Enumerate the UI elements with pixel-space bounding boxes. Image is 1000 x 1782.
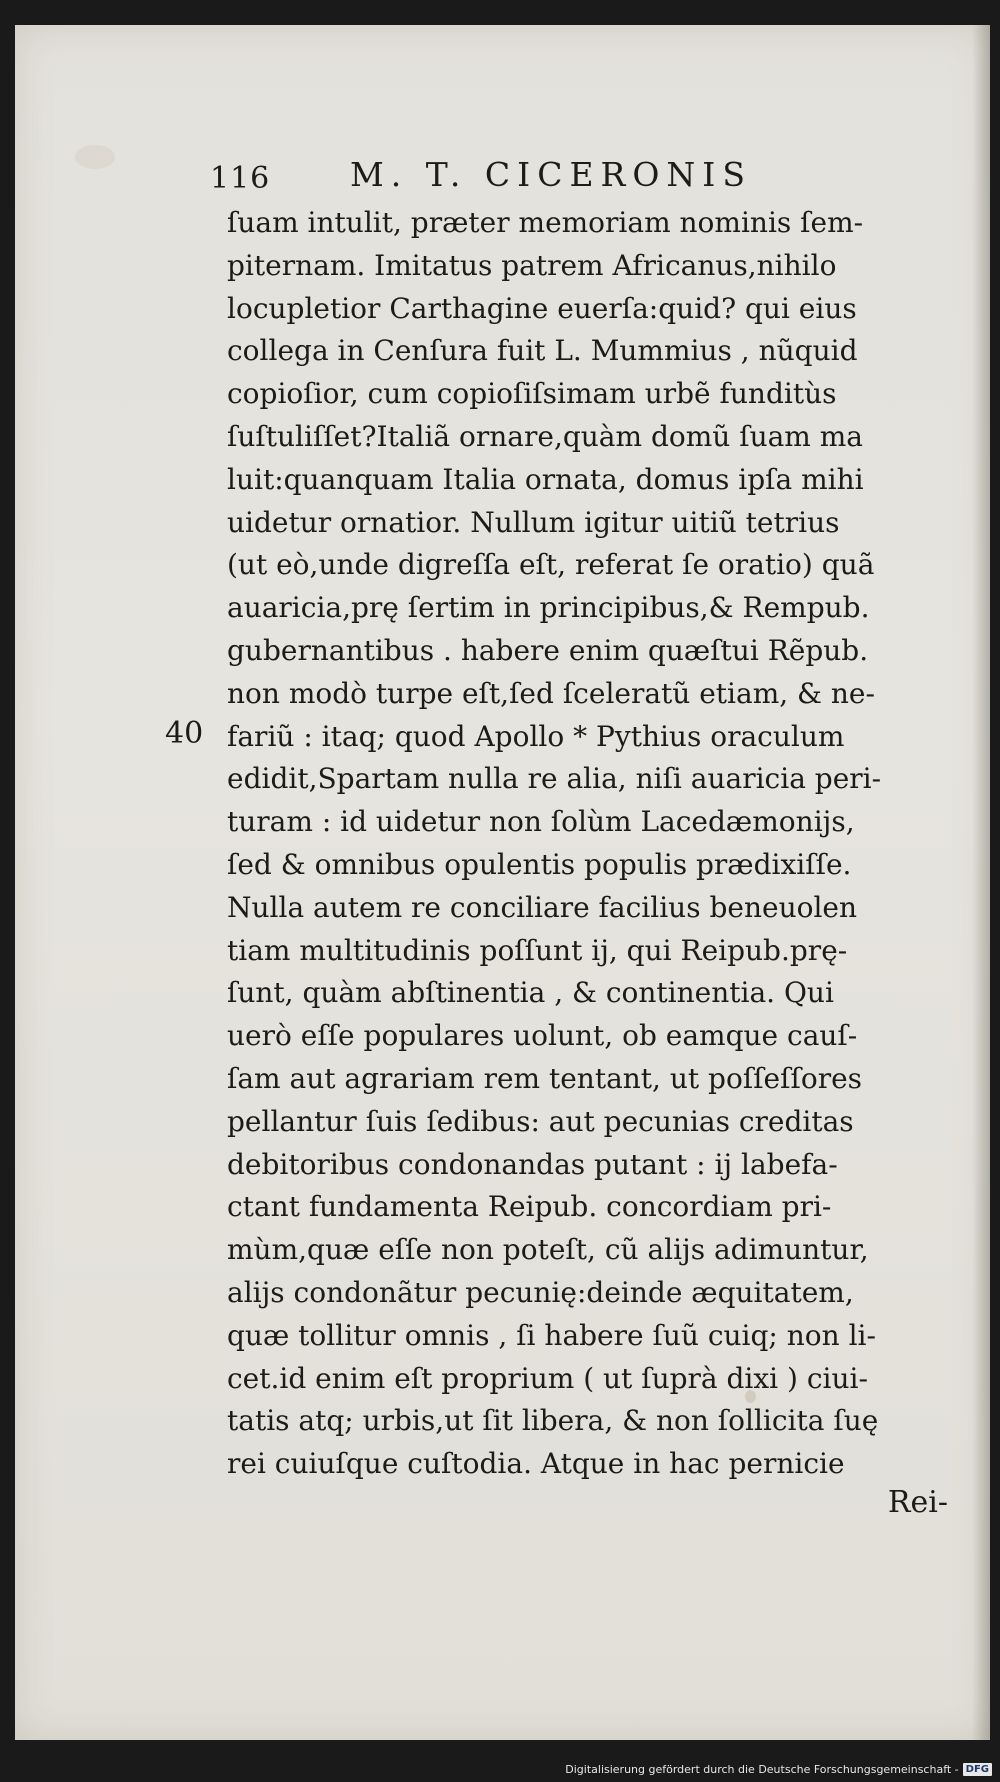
text-line: ſed & omnibus opulentis populis prædixiſſe. — [227, 847, 852, 881]
text-line: collega in Cenſura fuit L. Mummius , nũquid — [227, 334, 858, 368]
text-line: ctant fundamenta Reipub. concordiam pri- — [227, 1190, 832, 1224]
text-line: alijs condonãtur pecunię:deinde æquitatem, — [227, 1275, 854, 1309]
text-line: non modò turpe eſt,ſed ſceleratũ etiam, & ne- — [227, 676, 875, 710]
text-line: fariũ : itaq; quod Apollo * Pythius oraculum — [227, 719, 845, 753]
text-line: uerò eſſe populares uolunt, ob eamque cauſ- — [227, 1019, 858, 1053]
line-number-marker: 40 — [165, 716, 204, 751]
text-line: (ut eò,unde digreſſa eſt, referat ſe oratio) quã — [227, 548, 875, 582]
catchword: Rei- — [887, 1485, 948, 1520]
text-line: ſuſtuliſſet?Italiã ornare,quàm domũ ſuam ma — [227, 419, 864, 453]
paper-stain — [75, 145, 115, 169]
digitization-credit — [565, 1760, 992, 1778]
text-line: ſam aut agrariam rem tentant, ut poſſeſſores — [227, 1061, 863, 1095]
text-line: auaricia,prę ſertim in principibus,& Rempub. — [227, 591, 870, 625]
text-line: pellantur ſuis ſedibus: aut pecunias creditas — [227, 1104, 854, 1138]
text-line: tatis atq; urbis,ut ſit libera, & non ſollicita ſuę — [227, 1404, 879, 1438]
book-page — [15, 25, 990, 1740]
text-line: Nulla autem re conciliare facilius beneuolen — [227, 890, 858, 924]
text-line: uidetur ornatior. Nullum igitur uitiũ tetrius — [227, 505, 840, 539]
text-line: cet.id enim eſt proprium ( ut ſuprà dixi ) ciui- — [227, 1361, 868, 1395]
text-line: luit:quanquam Italia ornata, domus ipſa mihi — [227, 462, 864, 496]
text-line: ſuam intulit, præter memoriam nominis ſem- — [227, 206, 864, 239]
text-line: debitoribus condonandas putant : ij labefa- — [227, 1147, 838, 1181]
running-head — [210, 155, 830, 203]
text-line: tiam multitudinis poſſunt ij, qui Reipub.prę- — [227, 933, 848, 967]
text-line: turam : id uidetur non ſolùm Lacedæmonijs, — [227, 805, 855, 839]
text-line: piternam. Imitatus patrem Africanus,nihilo — [227, 248, 837, 282]
text-line: locupletior Carthagine euerſa:quid? qui eius — [227, 291, 857, 325]
text-line: quæ tollitur omnis , ſi habere ſuũ cuiq; non li- — [227, 1318, 876, 1352]
text-line: rei cuiuſque cuſtodia. Atque in hac pernicie — [227, 1447, 845, 1481]
dfg-logo-icon: DFG — [963, 1763, 992, 1776]
credit-text: Digitalisierung gefördert durch die Deutsche Forschungsgemeinschaft - — [565, 1762, 959, 1776]
text-line: copioſior, cum copioſiſsimam urbẽ funditùs — [227, 377, 837, 411]
text-line: ſunt, quàm abſtinentia , & continentia. Qui — [227, 976, 834, 1010]
page-number: 116 — [210, 161, 271, 196]
text-line: edidit,Spartam nulla re alia, niſi auaricia peri- — [227, 762, 882, 796]
text-line: mùm,quæ eſſe non poteſt, cũ alijs adimuntur, — [227, 1233, 869, 1267]
body-text — [227, 202, 957, 1486]
running-title: M. T. CICERONIS — [350, 155, 752, 194]
text-line: gubernantibus . habere enim quæſtui Rẽpub. — [227, 633, 869, 667]
